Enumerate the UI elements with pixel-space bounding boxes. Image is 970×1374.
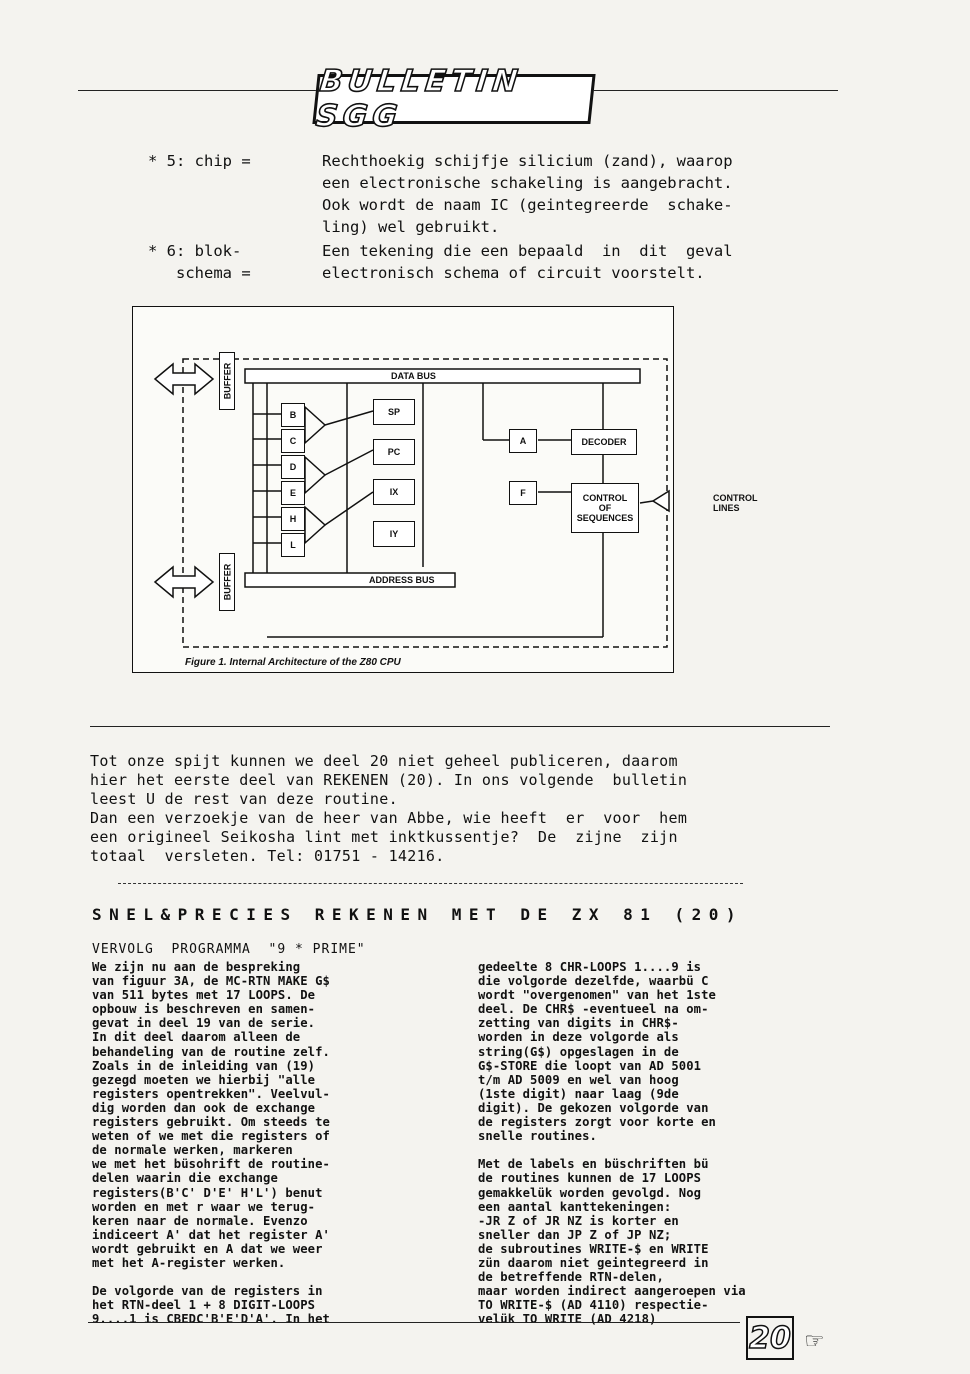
article-left-column: We zijn nu aan de bespreking van figuur 3A, de MC-RTN MAKE G$ van 511 bytes met 17 LOOPS. De opbouw is beschreven en samen- gevat in deel 19 van de serie. In dit deel daarom alleen de behandeling van de routine zelf. Zoals in de inleiding van (19) gezegd moeten we hierbij "alle registers opentrekken". Veelvul- dig worden dan ook de exchange registers gebruikt. Om steeds te weten of we met die registers of de normale werken, markeren we met het büsohrift de routine- delen waarin die exchange registers(B'C' D'E' H'L') benut worden en met r waar we terug- keren naar de normale. Evenzo indiceert A' dat het register A' wordt gebruikt en A dat we weer met het A-register werken. De volgorde van de registers in het RTN-deel 1 + 8 DIGIT-LOOPS 9....1 is CBEDC'B'E'D'A'. In het [92,960,330,1327]
publication-notice: Tot onze spijt kunnen we deel 20 niet geheel publiceren, daarom hier het eerste deel van REKENEN (20). In ons volgende bulletin leest U de rest van deze routine. Dan een verzoekje van de heer van Abbe, wie heeft er voor hem een origineel Seikosha lint met inktkussentje? De zijne zijn totaal versleten. Tel: 01751 - 14216. [90,752,688,865]
buffer-bottom: BUFFER [219,553,235,611]
register-sp: SP [373,399,415,425]
decoder: DECODER [571,429,637,455]
article-title: SNEL&PRECIES REKENEN MET DE ZX 81 (20) [92,905,744,924]
register-ix: IX [373,479,415,505]
register-pc: PC [373,439,415,465]
register-h: H [281,507,305,531]
definition-body: Rechthoekig schijfje silicium (zand), waarop een electronische schakeling is aangebracht. Ook wordt de naam IC (geintegreerde schake- ling) wel gebruikt. [322,152,733,236]
section-rule [90,726,830,727]
register-d: D [281,455,305,479]
control-lines-label: CONTROL LINES [713,493,758,513]
register-f: F [509,481,537,505]
register-e: E [281,481,305,505]
buffer-top: BUFFER [219,352,235,410]
z80-architecture-figure [132,306,758,673]
register-b: B [281,403,305,427]
notice-divider [118,883,743,884]
register-iy: IY [373,521,415,547]
register-a: A [509,429,537,453]
article-subtitle: VERVOLG PROGRAMMA "9 * PRIME" [92,942,366,957]
definition-term: * 5: chip = [148,152,251,170]
data-bus-label: DATA BUS [391,371,436,381]
bulletin-logo: BULLETIN SGG [312,74,595,124]
register-l: L [281,533,305,557]
pointing-hand-icon: ☞ [806,1324,823,1357]
definition-term: * 6: blok- schema = [148,242,251,282]
article-right-column: gedeelte 8 CHR-LOOPS 1....9 is die volgorde dezelfde, waarbü C wordt "overgenomen" van het 1ste deel. De CHR$ -eventueel na om- zetting van digits in CHR$- worden in deze volgorde als string(G$) opgeslagen in de G$-STORE die loopt van AD 5001 t/m AD 5009 en wel van hoog (1ste digit) naar laag (9de digit). De gekozen volgorde van de registers zorgt voor korte en snelle routines. Met de labels en büschriften bü de routines kunnen de 17 LOOPS gemakkelük worden gevolgd. Nog een aantal kanttekeningen: -JR Z of JR NZ is korter en sneller dan JP Z of JP NZ; de subroutines WRITE-$ en WRITE zün daarom niet geintegreerd in de betreffende RTN-delen, maar worden indirect aangeroepen via TO WRITE-$ (AD 4110) respectie- velük TO WRITE (AD 4218) [478,960,746,1327]
page-number: 20 [746,1316,794,1360]
definition-body: Een tekening die een bepaald in dit geval electronisch schema of circuit voorstelt. [322,242,733,282]
figure-caption: Figure 1. Internal Architecture of the Z80 CPU [185,657,401,668]
footer-rule [88,1322,740,1323]
address-bus-label: ADDRESS BUS [369,575,435,585]
register-c: C [281,429,305,453]
control-of-sequences: CONTROL OF SEQUENCES [571,483,639,533]
